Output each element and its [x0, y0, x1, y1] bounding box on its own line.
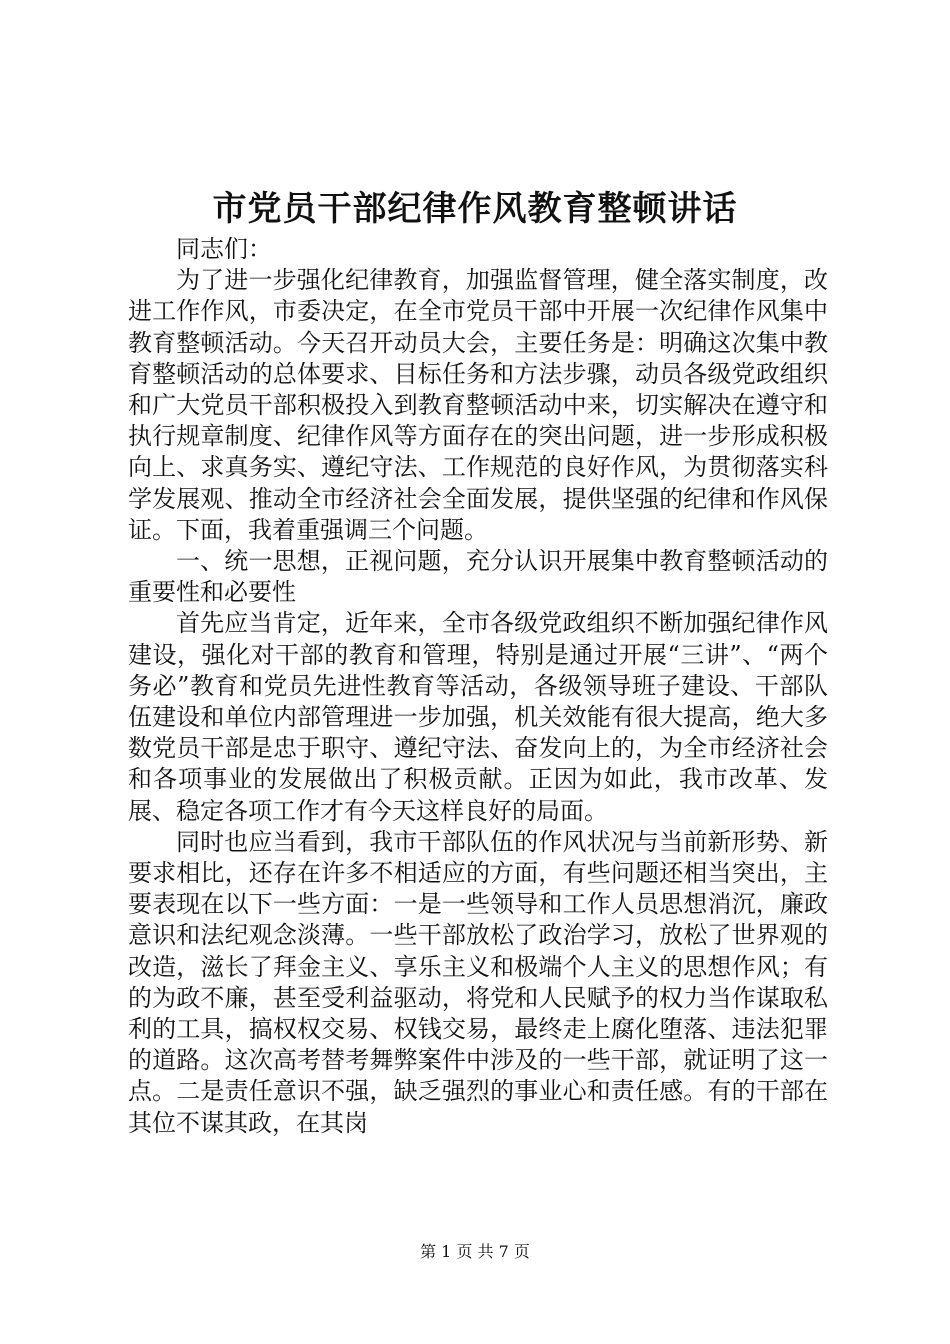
page-number-footer: 第 1 页 共 7 页	[420, 1242, 530, 1261]
document-body	[128, 234, 828, 1139]
section-heading: 一、统一思想，正视问题，充分认识开展集中教育整顿活动的重要性和必要性	[128, 547, 828, 607]
document-title: 市党员干部纪律作风教育整顿讲话	[212, 189, 738, 229]
body-paragraph: 为了进一步强化纪律教育，加强监督管理，健全落实制度，改进工作作风，市委决定，在全市党员干部中开展一次纪律作风集中教育整顿活动。今天召开动员大会，主要任务是：明确这次集中教育整顿活动的总体要求、目标任务和方法步骤，动员各级党政组织和广大党员干部积极投入到教育整顿活动中来，切实解决在遵守和执行规章制度、纪律作风等方面存在的突出问题，进一步形成积极向上、求真务实、遵纪守法、工作规范的良好作风，为贯彻落实科学发展观、推动全市经济社会全面发展，提供坚强的纪律和作风保证。下面，我着重强调三个问题。	[128, 266, 828, 544]
salutation-paragraph: 同志们：	[176, 235, 272, 263]
body-paragraph: 同时也应当看到，我市干部队伍的作风状况与当前新形势、新要求相比，还存在许多不相适应的方面，有些问题还相当突出，主要表现在以下一些方面：一是一些领导和工作人员思想消沉，廉政意识和法纪观念淡薄。一些干部放松了政治学习，放松了世界观的改造，滋长了拜金主义、享乐主义和极端个人主义的思想作风；有的为政不廉，甚至受利益驱动，将党和人民赋予的权力当作谋取私利的工具，搞权权交易、权钱交易，最终走上腐化堕落、违法犯罪的道路。这次高考替考舞弊案件中涉及的一些干部，就证明了这一点。二是责任意识不强，缺乏强烈的事业心和责任感。有的干部在其位不谋其政，在其岗	[128, 827, 828, 1137]
body-paragraph: 首先应当肯定，近年来，全市各级党政组织不断加强纪律作风建设，强化对干部的教育和管理，特别是通过开展“三讲”、“两个务必”教育和党员先进性教育等活动，各级领导班子建设、干部队伍建设和单位内部管理进一步加强，机关效能有很大提高，绝大多数党员干部是忠于职守、遵纪守法、奋发向上的，为全市经济社会和各项事业的发展做出了积极贡献。正因为如此，我市改革、发展、稳定各项工作才有今天这样良好的局面。	[128, 609, 828, 825]
